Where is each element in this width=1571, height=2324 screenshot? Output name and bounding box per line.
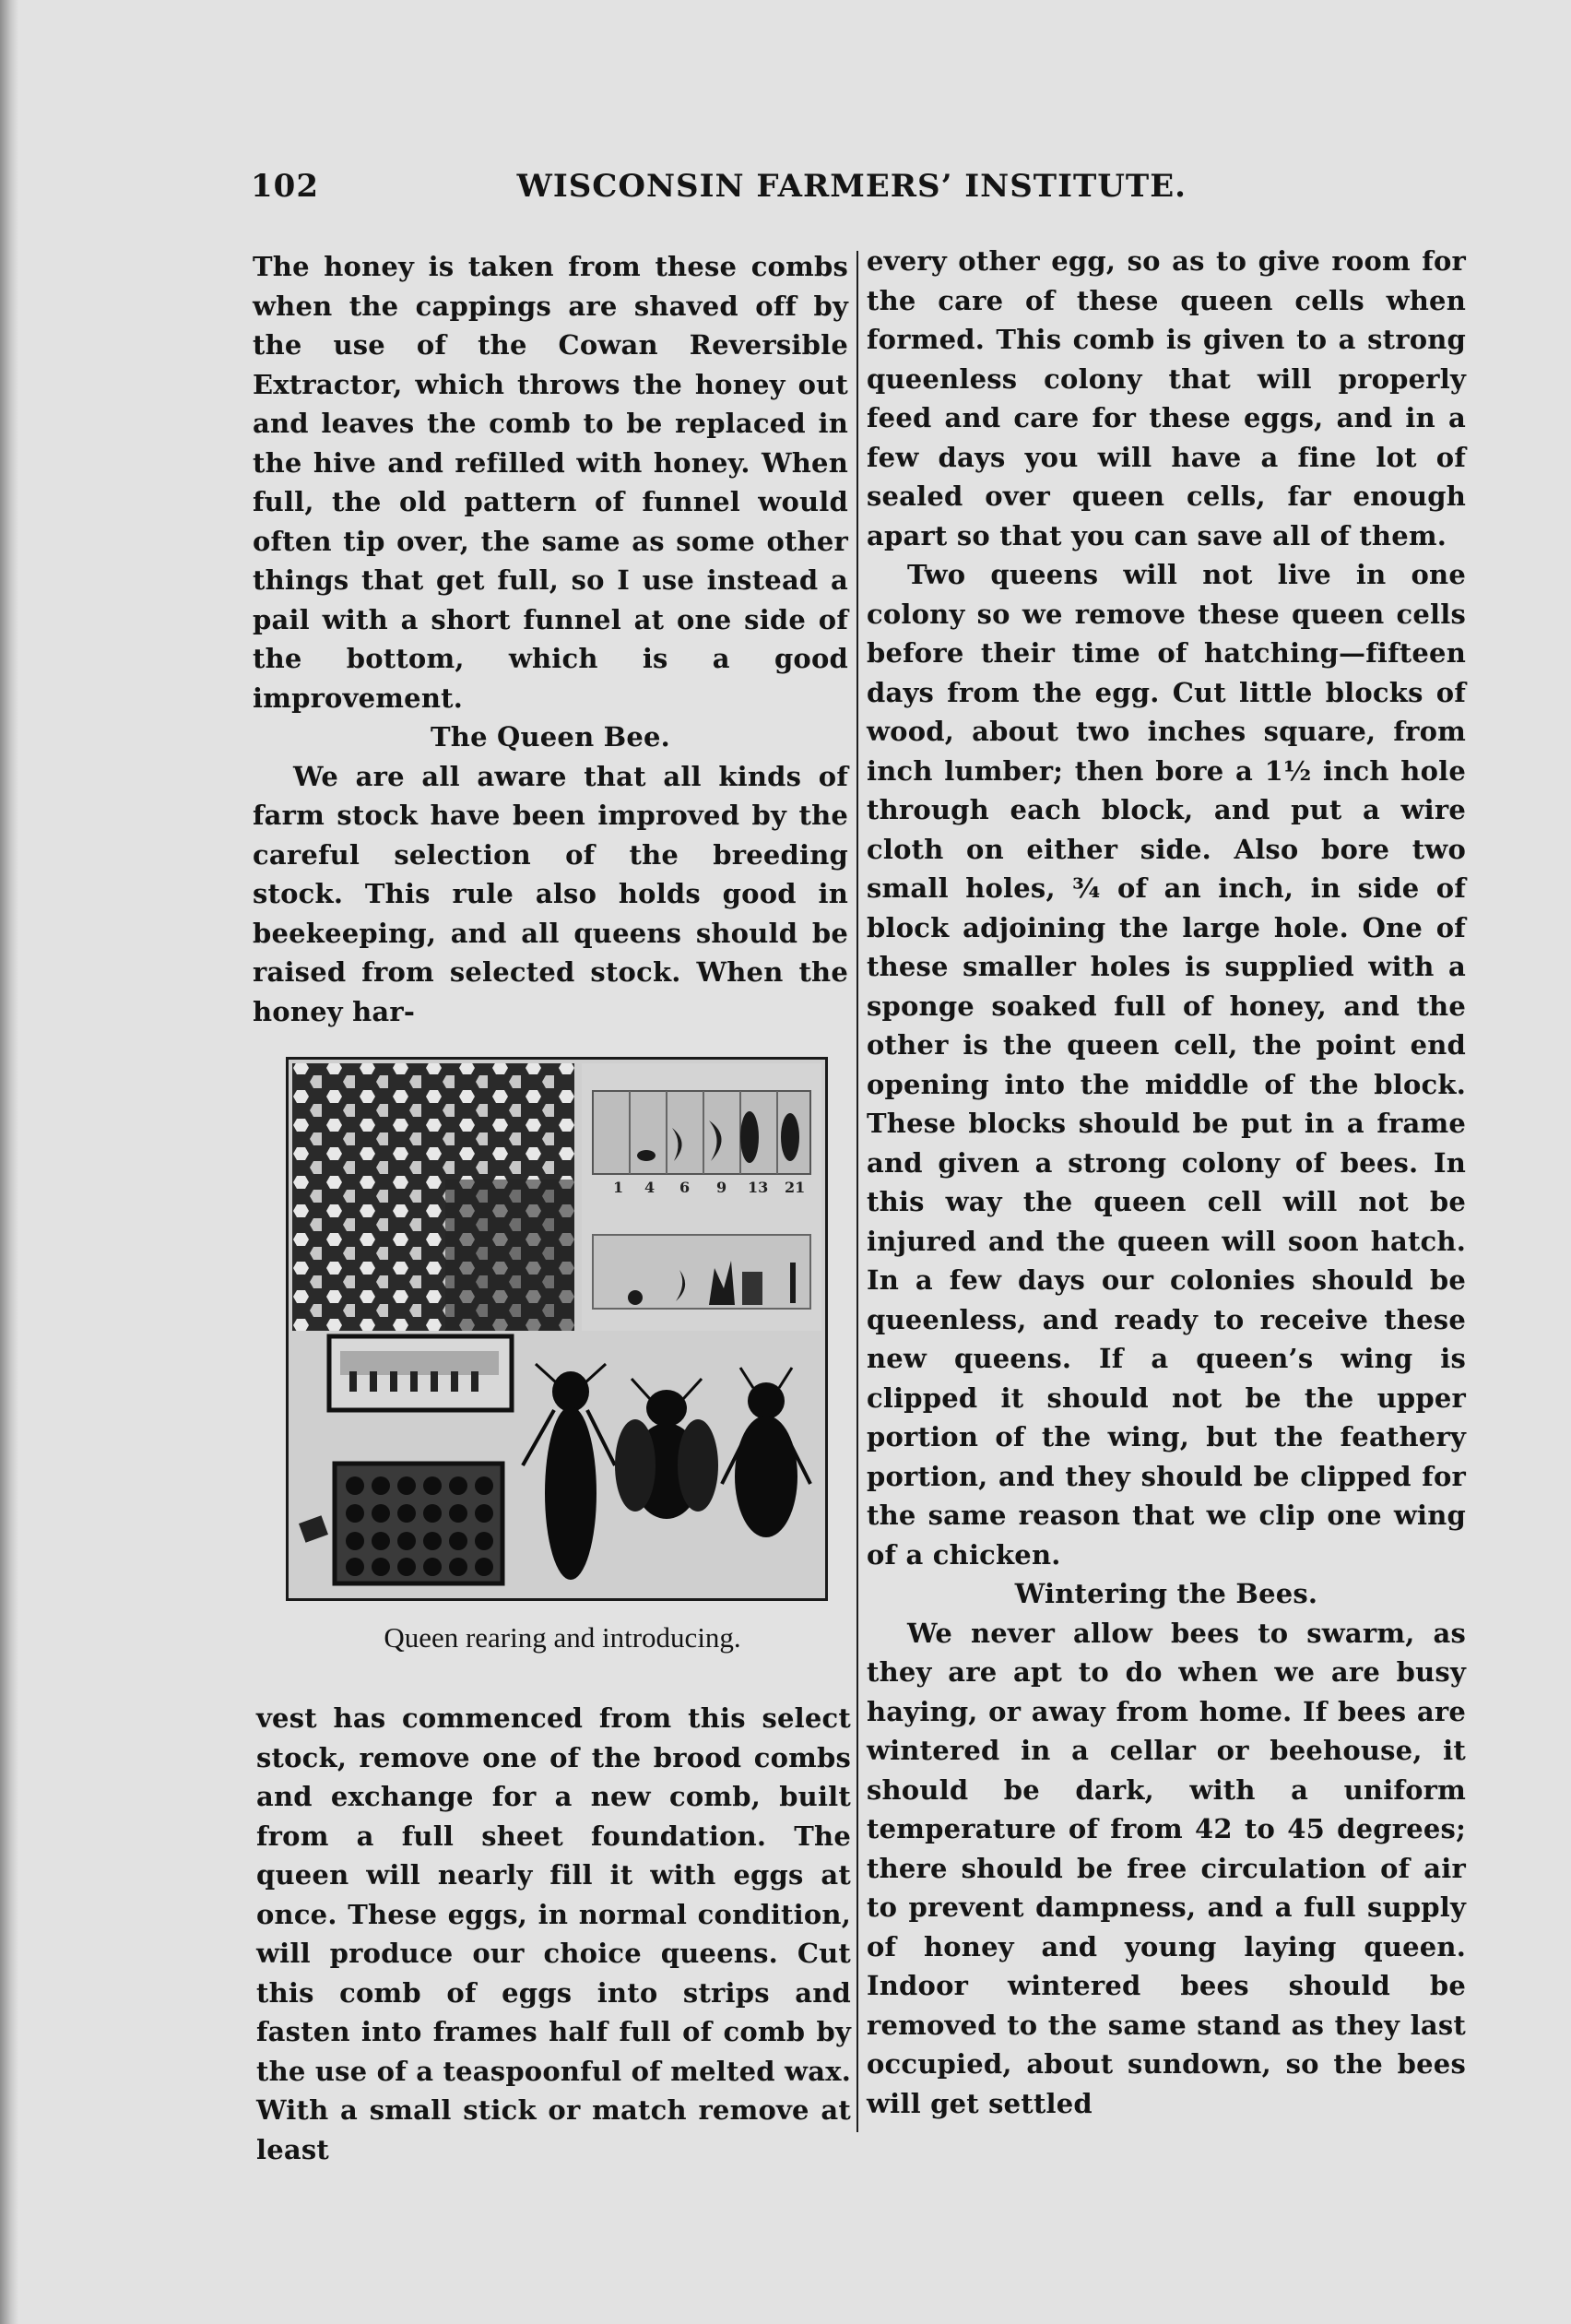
page-number: 102 xyxy=(251,168,319,205)
left-column-top xyxy=(253,247,848,1031)
day-label: 6 xyxy=(679,1179,691,1196)
drone-bee-illustration xyxy=(615,1379,718,1519)
paragraph-extractor: The honey is taken from these combs when the cappings are shaved off by the use of the Cowan Reversible Extractor, which throws the honey out and leaves the comb to be replaced in the hive and refilled with honey. When full, the old pattern of funnel would often tip over, the same as some other things that get full, so I use instead a pail with a short funnel at one side of the bottom, which is a good improvement. xyxy=(253,251,848,714)
figure-caption: Queen rearing and introducing. xyxy=(384,1621,741,1654)
running-title: WISCONSIN FARMERS’ INSTITUTE. xyxy=(516,168,1187,205)
paragraph-queen-cells: every other egg, so as to give room for the care of these queen cells when formed. This comb is given to a strong queenless colony that will properly feed and care for these eggs, and in a few days you will have a fine lot of sealed over queen cells, far enough apart so that you can save all of them. xyxy=(867,245,1466,551)
day-label: 9 xyxy=(716,1179,727,1196)
day-label: 13 xyxy=(748,1179,769,1196)
development-stages-panel xyxy=(582,1063,821,1331)
comb-panel xyxy=(292,1063,574,1331)
worker-bee-illustration xyxy=(722,1368,810,1537)
paragraph-cage-blocks: Two queens will not live in one colony so we remove these queen cells before their time of hatching—fifteen days from the egg. Cut little blocks of wood, about two inches square, from inch lumber; then bore a 1½ inch hole through each block, and put a wire cloth on either side. Also bore two small holes, ¾ of an inch, in side of block adjoining the large hole. One of these smaller holes is supplied with a sponge soaked full of honey, and the other is the queen cell, the point end opening into the middle of the block. These blocks should be put in a frame and given a strong colony of bees. In this way the queen cell will not be injured and the queen will soon hatch. In a few days our colonies should be queenless, and ready to receive these new queens. If a queen’s wing is clipped it should not be the upper portion of the wing, but the feathery portion, and they should be clipped for the same reason that we clip one wing of a chicken. xyxy=(867,559,1466,1571)
queen-cell-frame xyxy=(329,1336,512,1410)
figure-queen-rearing xyxy=(286,1057,828,1601)
paragraph-brood-comb: vest has commenced from this select stock, remove one of the brood combs and exchange for a new comb, built from a full sheet foundation. The queen will nearly fill it with eggs at once. These eggs, in normal condition, will produce our choice queens. Cut this comb of eggs into strips and fasten into frames half full of comb by the use of a teaspoonful of melted wax. With a small stick or match remove at least xyxy=(256,1702,851,2165)
page-header xyxy=(251,168,1187,214)
left-column-bottom xyxy=(256,1699,851,2169)
heading-queen-bee: The Queen Bee. xyxy=(431,721,670,753)
heading-wintering: Wintering the Bees. xyxy=(1014,1578,1318,1609)
right-column xyxy=(867,242,1466,2123)
paragraph-wintering: We never allow bees to swarm, as they are apt to do when we are busy haying, or away from home. If bees are wintered in a cellar or beehouse, it should be dark, with a uniform temperature of from 42 to 45 degrees; there should be free circulation of air to prevent dampness, and a full supply of honey and young laying queen. Indoor wintered bees should be removed to the same stand as they last occupied, about sundown, so the bees will get settled xyxy=(867,1617,1466,2119)
day-label: 4 xyxy=(644,1179,656,1196)
queen-bee-illustration xyxy=(523,1364,615,1580)
cage-block-frame xyxy=(299,1464,502,1583)
day-label: 21 xyxy=(785,1179,806,1196)
day-label: 1 xyxy=(613,1179,624,1196)
page-edge xyxy=(0,0,18,2324)
paragraph-queen-bee: We are all aware that all kinds of farm stock have been improved by the careful selection of the breeding stock. This rule also holds good in beekeeping, and all queens should be raised from selected stock. When the honey har- xyxy=(253,760,848,1027)
column-rule xyxy=(856,251,858,2132)
